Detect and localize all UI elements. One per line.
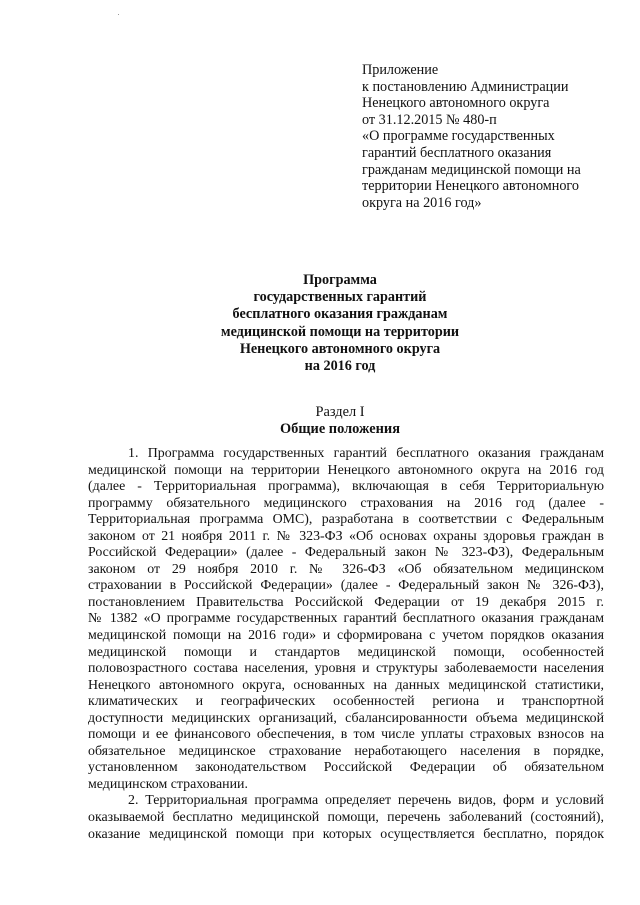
appendix-line: гарантий бесплатного оказания [362, 144, 552, 161]
appendix-line: территории Ненецкого автономного [362, 178, 579, 195]
body-line: (далее - Территориальная программа), включающая в себя Территориальную [88, 479, 604, 495]
appendix-line: «О программе государственных [362, 128, 555, 145]
program-title [150, 272, 530, 375]
appendix-line: гражданам медицинской помощи на [362, 161, 581, 178]
title-line: медицинской помощи на территории [220, 323, 460, 340]
body-line: постановлением Правительства Российской Федерации от 19 декабря 2015 г. [88, 594, 604, 610]
body-line: законом от 29 ноября 2010 г. № 326-ФЗ «Об обязательном медицинском [88, 561, 604, 577]
appendix-line: к постановлению Администрации [362, 78, 569, 95]
body-line: законом от 21 ноября 2011 г. № 323-ФЗ «Об основах охраны здоровья граждан в [88, 528, 604, 544]
body-line: климатических и географических особенностей региона и транспортной [88, 694, 604, 710]
body-line: медицинском страховании. [88, 776, 248, 792]
appendix-line: от 31.12.2015 № 480-п [362, 111, 497, 128]
appendix-line: округа на 2016 год» [362, 194, 482, 211]
body-line: половозрастного состава населения, уровня и структуры заболеваемости населения [88, 661, 604, 677]
body-line: страховании в Российской Федерации» (далее - Федеральный закон № 326-ФЗ), [88, 578, 604, 594]
body-line: программу обязательного медицинского страхования на 2016 год (далее - [88, 495, 604, 511]
body-text [88, 446, 604, 843]
body-line: Территориальная программа ОМС), разработана в соответствии с Федеральным [88, 512, 604, 528]
body-line: медицинской помощи на 2016 годи» и сформирована с учетом порядков оказания [88, 628, 604, 644]
appendix-line: Приложение [362, 62, 439, 78]
body-line: помощи и ее финансового обеспечения, в том числе уплаты страховых взносов на [88, 727, 604, 743]
appendix-header [362, 62, 602, 211]
body-line: доступности медицинских организаций, сбалансированности объема медицинской [88, 710, 604, 726]
body-line: Ненецкого автономного округа, основанных на данных медицинской статистики, [88, 677, 604, 693]
body-line: обязательное медицинское страхование неработающего населения в порядке, [88, 743, 604, 759]
section-heading: Общие положения [279, 421, 401, 437]
title-line: на 2016 год [304, 358, 376, 375]
body-line: установленном законодательством Российской Федерации об обязательном [88, 760, 604, 776]
body-line: Российской Федерации» (далее - Федеральный закон № 323-ФЗ), Федеральным [88, 545, 604, 561]
body-line: оказание медицинской помощи при которых осуществляется бесплатно, порядок [88, 826, 604, 842]
body-line: медицинской помощи на территории Ненецкого автономного округа на 2016 год [88, 462, 604, 478]
section-label: Раздел I [315, 404, 365, 420]
title-line: Ненецкого автономного округа [239, 340, 441, 357]
body-line: оказываемой бесплатно медицинской помощи, перечень заболеваний (состояний), [88, 810, 604, 826]
title-line: государственных гарантий [253, 289, 427, 306]
title-line: бесплатного оказания гражданам [232, 306, 448, 323]
body-line: медицинской помощи и стандартов медицинской помощи, особенностей [88, 644, 604, 660]
title-line: Программа [303, 272, 377, 288]
body-line: № 1382 «О программе государственных гарантий бесплатного оказания гражданам [88, 611, 604, 627]
body-line: 1. Программа государственных гарантий бесплатного оказания гражданам [128, 446, 604, 461]
appendix-line: Ненецкого автономного округа [362, 95, 550, 112]
body-line: 2. Территориальная программа определяет перечень видов, форм и условий [128, 793, 604, 809]
scan-speck [118, 14, 119, 15]
